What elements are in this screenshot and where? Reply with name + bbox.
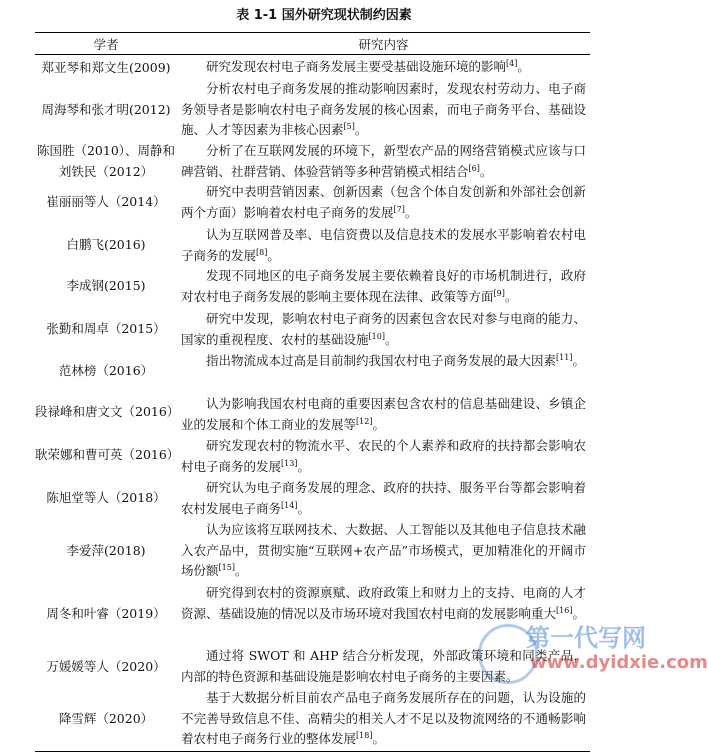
row-9-author: 段禄峰和唐文文（2016） (35, 404, 180, 420)
row-4-content: 研究中表明营销因素、创新因素（包含个体自发创新和外部社会创新两个方面）影响着农村电子商务的发展[7]。 (181, 184, 586, 220)
table-top-rule (35, 32, 590, 33)
watermark-title: 第一代写网 (526, 624, 646, 652)
row-6-content: 发现不同地区的电子商务发展主要依赖着良好的市场机制进行，政府对农村电子商务发展的影响主要体现在法律、政策等方面[9]。 (181, 268, 586, 304)
row-3-author: 陈国胜（2010）、周静和刘铁民（2012） (36, 143, 176, 179)
row-10-author: 耿荣娜和曹可英（2016） (35, 447, 180, 463)
row-4-author: 崔丽丽等人（2014） (46, 194, 166, 210)
row-12-author: 李爱萍(2018) (66, 542, 146, 558)
row-15-author: 降雪辉（2020） (58, 710, 154, 726)
row-6-author: 李成钢(2015) (66, 278, 146, 294)
row-13-content: 研究得到农村的资源禀赋、政府政策上和财力上的支持、电商的人才资源、基础设施的情况以及市场环境对我国农村电商的发展影响重大[16]。 (181, 585, 586, 621)
row-11-author: 陈旭堂等人（2018） (46, 490, 166, 506)
row-10-content: 研究发现农村的物流水平、农民的个人素养和政府的扶持都会影响农村电子商务的发展[13]。 (181, 438, 586, 474)
row-12-content: 认为应该将互联网技术、大数据、人工智能以及其他电子信息技术融入农产品中，贯彻实施“互联网+农产品”市场模式，更加精准化的开阔市场份额[15]。 (181, 522, 586, 578)
row-5-content: 认为互联网普及率、电信资费以及信息技术的发展水平影响着农村电子商务的发展[8]。 (181, 227, 586, 263)
header-content: 研究内容 (358, 37, 409, 52)
row-1-author: 郑亚琴和郑文生(2009) (41, 59, 171, 75)
row-9-content: 认为影响我国农村电商的重要因素包含农村的信息基础建设、乡镇企业的发展和个体工商业的发展等[12]。 (181, 396, 586, 432)
row-2-author: 周海琴和张才明(2012) (41, 102, 171, 118)
row-7-author: 张勤和周卓（2015） (46, 321, 166, 337)
row-14-author: 万媛媛等人（2020） (46, 658, 166, 674)
row-15-content: 基于大数据分析目前农产品电子商务发展所存在的问题，认为设施的不完善导致信息不佳、高精尖的相关人才不足以及物流网络的不通畅影响着农村电子商务行业的整体发展[18]。 (181, 690, 586, 746)
row-1-content: 研究发现农村电子商务发展主要受基础设施环境的影响[4]。 (206, 58, 530, 74)
row-13-author: 周冬和叶睿（2019） (46, 605, 166, 621)
row-5-author: 白鹏飞(2016) (66, 237, 146, 253)
table-caption: 表 1-1 国外研究现状制约因素 (236, 8, 412, 23)
row-11-content: 研究认为电子商务发展的理念、政府的扶持、服务平台等都会影响着农村发展电子商务[14]。 (181, 480, 586, 516)
watermark-url: www.dyidxie.com (530, 652, 708, 673)
row-8-author: 范林榜（2016） (58, 363, 154, 379)
row-14-content: 通过将 SWOT 和 AHP 结合分析发现，外部政策环境和同类产品，内部的特色资源和基础设施是影响农村电子商务的主要因素。 (181, 648, 586, 684)
row-7-content: 研究中发现，影响农村电子商务的因素包含农民对参与电商的能力、国家的重视程度、农村的基础设施[10]。 (181, 311, 586, 347)
table-bottom-rule (35, 751, 590, 752)
row-2-content: 分析农村电子商务发展的推动影响因素时，发现农村劳动力、电子商务领导者是影响农村电子商务发展的核心因素，而电子商务平台、基础设施、人才等因素为非核心因素[5]。 (181, 81, 586, 137)
row-3-content: 分析了在互联网发展的环境下，新型农产品的网络营销模式应该与口碑营销、社群营销、体验营销等多种营销模式相结合[6]。 (181, 143, 586, 179)
header-author: 学者 (93, 37, 119, 52)
row-8-content: 指出物流成本过高是目前制约我国农村电子商务发展的最大因素[11]。 (206, 352, 585, 368)
